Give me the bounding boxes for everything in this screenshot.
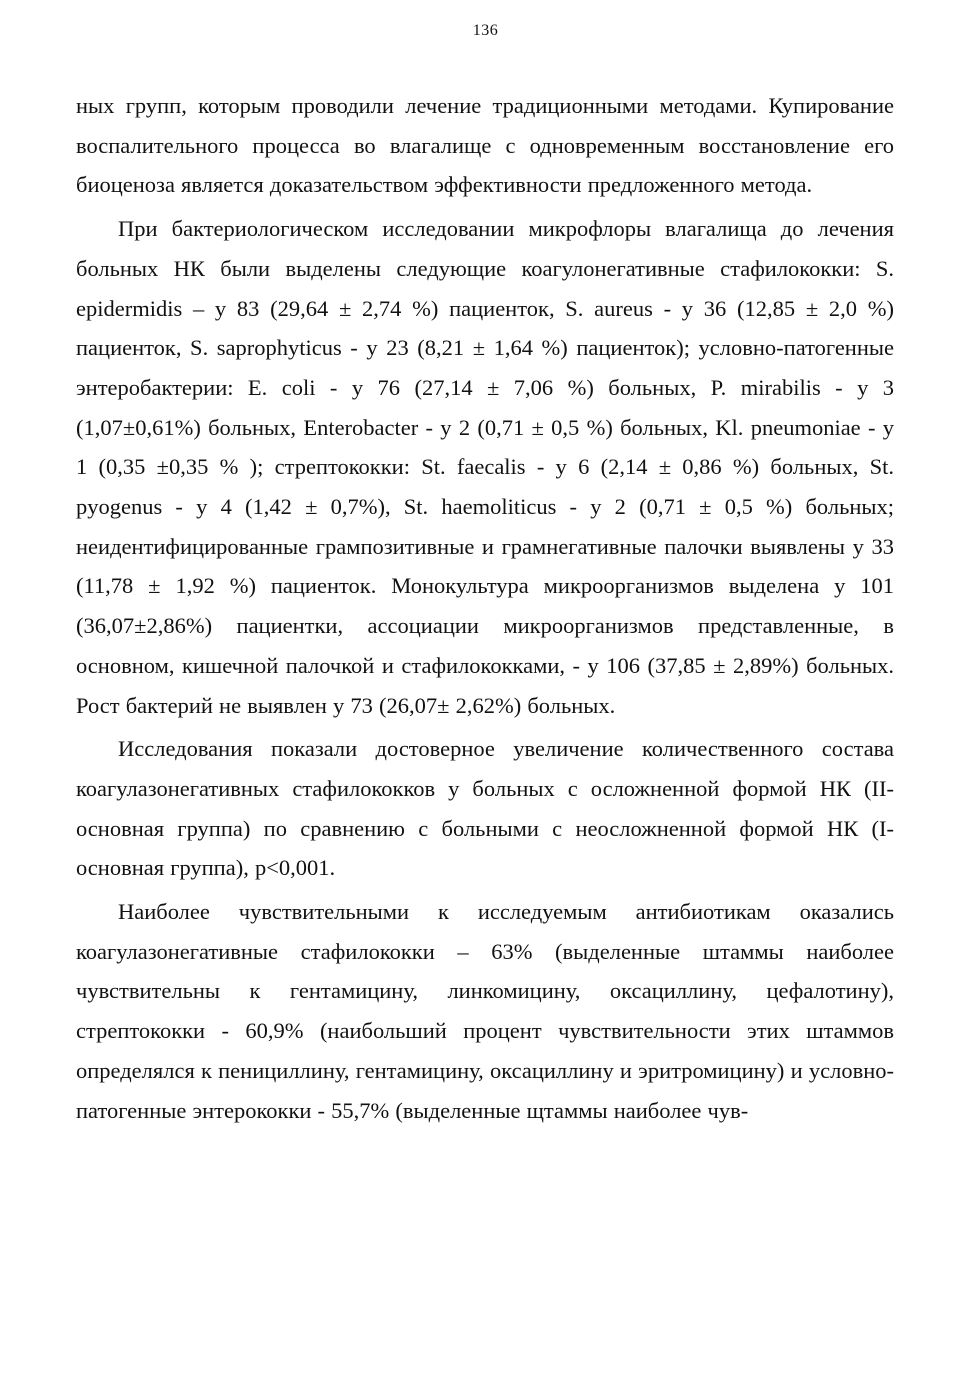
paragraph-study-results: Исследования показали достоверное увеличение количественного состава коагулазонегативных стафилококков у больных с осложненной формой НК (II- основная группа) по сравнению с больными с неосложненной формой НК (I- основная группа), p<0,001. <box>76 736 894 881</box>
paragraph-bacteriology: При бактериологическом исследовании микрофлоры влагалища до лечения больных НК были выделены следующие коагулонегативные стафилококки: S. epidermidis – у 83 (29,64 ± 2,74 %) пациенток, S. aureus - у 36 (12,85 ± 2,0 %) пациенток, S. saprophyticus - у 23 (8,21 ± 1,64 %) пациенток); условно-патогенные энтеробактерии: E. coli - у 76 (27,14 ± 7,06 %) больных, P. mirabilis - у 3 (1,07±0,61%) больных, Enterobacter - у 2 (0,71 ± 0,5 %) больных, Kl. pneumoniae - у 1 (0,35 ±0,35 % ); стрептококки: St. faecalis - у 6 (2,14 ± 0,86 %) больных, St. pyogenus - у 4 (1,42 ± 0,7%), St. haemoliticus - у 2 (0,71 ± 0,5 %) больных; неидентифицированные грампозитивные и грамнегативные палочки выявлены у 33 (11,78 ± 1,92 %) пациенток. Монокультура микроорганизмов выделена у 101 (36,07±2,86%) пациентки, ассоциации микроорганизмов представленные, в основном, кишечной палочкой и стафилококками, - у 106 (37,85 ± 2,89%) больных. Рост бактерий не выявлен у 73 (26,07± 2,62%) больных. <box>76 216 894 718</box>
paragraph-continuation: ных групп, которым проводили лечение традиционными методами. Купирование воспалительного процесса во влагалище с одновременным восстановление его биоценоза является доказательством эффективности предложенного метода. <box>76 93 894 198</box>
body-text <box>76 86 894 1130</box>
paragraph-antibiotic-sensitivity: Наиболее чувствительными к исследуемым антибиотикам оказались коагулазонегативные стафилококки – 63% (выделенные штаммы наиболее чувствительны к гентамицину, линкомицину, оксациллину, цефалотину), стрептококки - 60,9% (наибольший процент чувствительности этих штаммов определялся к пенициллину, гентамицину, оксациллину и эритромицину) и условно-патогенные энтерококки - 55,7% (выделенные щтаммы наиболее чув- <box>76 899 894 1123</box>
page-number: 136 <box>472 22 499 39</box>
